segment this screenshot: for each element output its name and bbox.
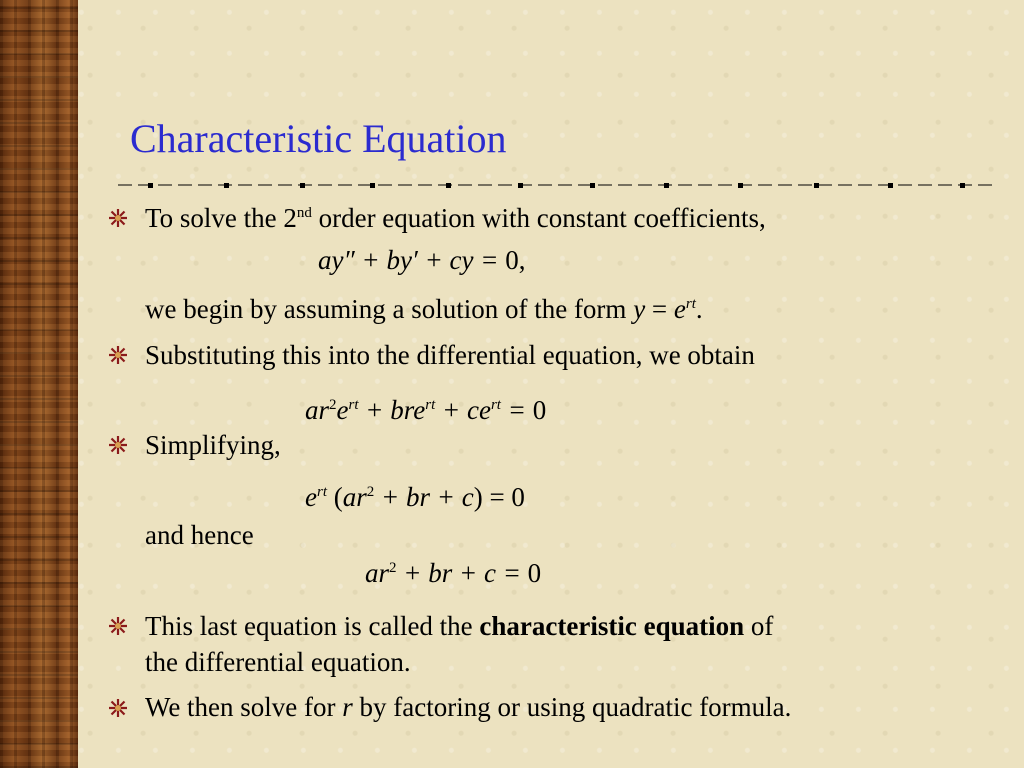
and-hence-text: and hence — [145, 520, 254, 550]
bullet-2-text: Substituting this into the differential equation, we obtain — [145, 340, 755, 370]
starburst-bullet-icon — [108, 345, 128, 365]
equation-ode: ay″ + by′ + cy = 0, — [318, 245, 526, 275]
slide-title: Characteristic Equation — [130, 116, 507, 161]
equation-characteristic: $ar^2$ + br + c = 0 — [365, 558, 542, 588]
bullet-1-line-2: we begin by assuming a solution of the form $y = e^{rt}$. — [145, 294, 703, 324]
starburst-bullet-icon — [108, 698, 128, 718]
starburst-bullet-icon — [108, 435, 128, 455]
wood-sidebar — [0, 0, 78, 768]
bullet-4-line-1: This last equation is called the characteristic equation of — [145, 611, 774, 641]
starburst-bullet-icon — [108, 616, 128, 636]
bullet-4-line-2: the differential equation. — [145, 647, 411, 677]
starburst-bullet-icon — [108, 208, 128, 228]
bullet-5-text: We then solve for r by factoring or using quadratic formula. — [145, 692, 792, 722]
equation-substituted: $ar^2e^{rt} + bre^{rt} + ce^{rt} = 0$ — [305, 395, 547, 425]
title-divider — [118, 179, 993, 191]
bullet-1-line-1: To solve the 2nd order equation with constant coefficients, — [145, 203, 766, 233]
equation-factored: $e^{rt}$ ($ar^2$ + br + c) = 0 — [305, 482, 525, 512]
bullet-3-text: Simplifying, — [145, 430, 281, 460]
